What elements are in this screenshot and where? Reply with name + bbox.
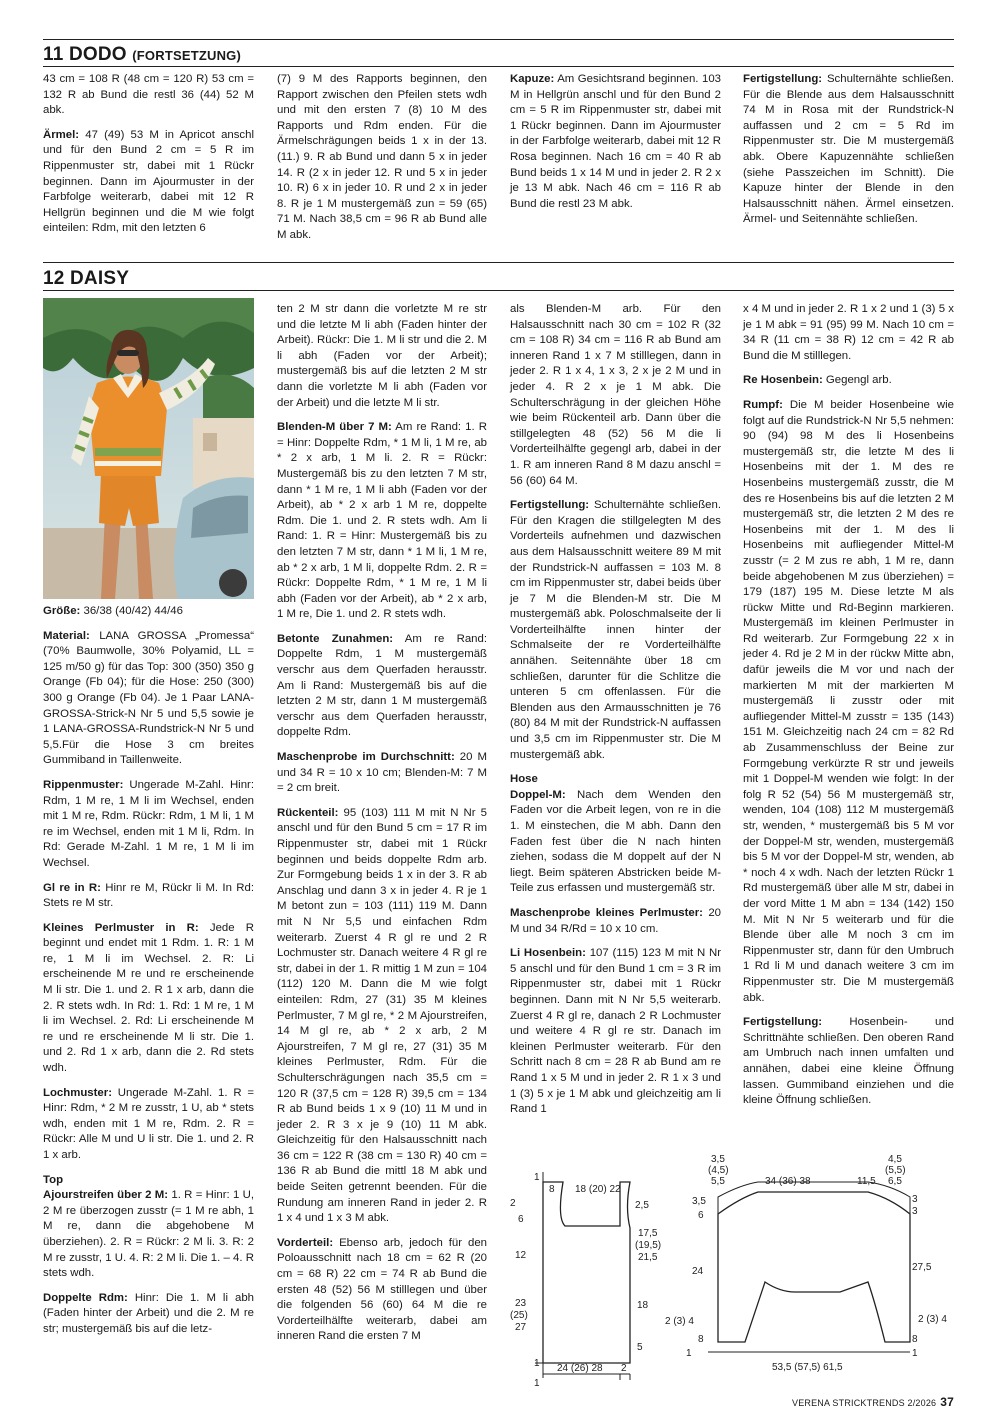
dim-label: 1 <box>912 1348 918 1359</box>
dim-label: 8 <box>912 1334 918 1345</box>
schematic-pants <box>665 1152 955 1382</box>
paragraph: Ärmel: 47 (49) 53 M in Apricot anschl und für den Bund 2 cm = 5 R im Rippenmuster str, dabei mit 1 Rückr beginnen. Dann im Ajourmuster in der Farbfolge weiterarb, dabei mit 12 R Hellgrün beginnen und die M wie folgt einteilen: Rdm, mit den letzten 6 <box>43 128 254 235</box>
paragraph: Maschenprobe kleines Perlmuster: 20 M und 34 R/Rd = 10 x 10 cm. <box>510 906 721 935</box>
dim-label: 5,5 <box>711 1176 725 1187</box>
paragraph: Betonte Zunahmen: Am re Rand: Doppelte Rdm, 1 M mustergemäß verschr aus dem Querfaden herausstr. Am li Rand: Mustergemäß bis auf die letzten 2 M str, dann 1 M mustergemäß verschr aus dem Querfaden herausstr, doppelte Rdm. <box>277 632 487 739</box>
dim-label: 2 (3) 4 <box>665 1316 694 1327</box>
paragraph: Fertigstellung: Hosenbein- und Schrittnähte schließen. Den oberen Rand am Umbruch nach innen umfalten und annähen, dabei eine kleine Öffnung lassen. Gummiband einziehen und die kleine Öffnung schließen. <box>743 1016 954 1107</box>
section-12-top-rule <box>43 262 954 263</box>
paragraph: Gl re in R: Hinr re M, Rückr li M. In Rd: Stets re M str. <box>43 881 254 910</box>
dim-label: 27,5 <box>912 1262 932 1273</box>
dim-label: 6 <box>518 1214 524 1225</box>
paragraph: Li Hosenbein: 107 (115) 123 M mit N Nr 5 anschl und für den Bund 1 cm = 3 R im Rippenmuster str, dabei mit 1 Rückr beginnen. Dann mit N Nr 5,5 weiterarb. Zuerst 4 R gl re, danach 2 R Lochmuster und weitere 4 R gl re str. Danach im kleinen Perlmuster weiterarb. Für den Schritt nach 8 cm = 28 R ab Bund am re Rand 1 x 5 M und in jeder 2. R 1 x 3 und 1 (3) 5 x je 1 M abk und gleichzeitig am li Rand 1 <box>510 947 721 1116</box>
dim-label: 24 (26) 28 <box>557 1363 603 1374</box>
paragraph: Doppel-M: Nach dem Wenden den Faden vor die Arbeit legen, von re in die 1. M einstechen, die M abh. Dann den Faden fest über die N nach hinten ziehen, sodass die M doppelt auf der N liegt. Beim späteren Abstricken beide M-Teile zus erfassen und mustergemäß str. <box>510 788 721 895</box>
subheading-top: Top <box>43 1173 64 1186</box>
dim-label: 27 <box>515 1322 527 1333</box>
magazine-name: VERENA STRICKTRENDS 2/2026 <box>792 1398 937 1408</box>
paragraph: Ajourstreifen über 2 M: 1. R = Hinr: 1 U, 2 M re überzogen zusstr (= 1 M re abh, 1 M re, dann die abgehobene M überziehen). 2. R = Rückr: 2 M li. 3. R: 2 M re zusstr, 1 U. 4. R: 2 M li. Die 1. – 4. R stets wdh. <box>43 1189 254 1280</box>
dim-label: (19,5) <box>635 1240 662 1251</box>
section-11-subtitle: (FORTSETZUNG) <box>132 48 242 63</box>
dim-label: 53,5 (57,5) 61,5 <box>772 1362 843 1373</box>
paragraph: Größe: 36/38 (40/42) 44/46 <box>43 605 183 617</box>
dim-label: 1 <box>534 1358 540 1369</box>
paragraph: Lochmuster: Ungerade M-Zahl. 1. R = Hinr: Rdm, * 2 M re zusstr, 1 U, ab * stets wdh, enden mit 1 M re, Rdm. 2. R = Rückr: Alle M und U li str. Die 1. und 2. R 1 x arb. <box>43 1086 254 1161</box>
paragraph: x 4 M und in jeder 2. R 1 x 2 und 1 (3) 5 x je 1 M abk = 91 (95) 99 M. Nach 10 cm = 34 R (11 cm = 38 R) 12 cm = 42 R ab Bund die M stilllegen. <box>743 303 954 362</box>
paragraph: Kleines Perlmuster in R: Jede R beginnt und endet mit 1 Rdm. 1. R: 1 M re, 1 M li im Wechsel. 2. R: Li erscheinende M re und re erscheinende M li str. Die 1. und 2. R 1 x arb, dann die 2. R stets wdh. In Rd: 1. Rd: 1 M re, 1 M li im Wechsel. 2. Rd: Li erscheinende M re und re erscheinende M li str. Die 1. und 2. Rd 1 x arb, dann die 2. Rd stets wdh. <box>43 921 254 1075</box>
section-12-title: 12 DAISY <box>43 268 130 289</box>
paragraph: 43 cm = 108 R (48 cm = 120 R) 53 cm = 132 R ab Bund die restl 36 (44) 52 M abk. <box>43 73 254 117</box>
dim-label: 11,5 <box>857 1176 876 1187</box>
paragraph: als Blenden-M arb. Für den Halsausschnitt nach 30 cm = 102 R (32 cm = 108 R) 34 cm = 116 R ab Bund am inneren Rand 1 x 7 M stilllegen, dann in jeder 2. R 1 x 4, 1 x 3, 2 x je 2 M und in jeder 4. R 2 x je 1 M abk. Die Schulterschrägung in der gleichen Höhe wie beim Rückenteil arb. Dann über die stillgelegten 48 (52) 56 M die li Vorderteilhälfte gegengl arb, dabei in der 1. R am inneren Rand 8 M dazu anschl = 56 (60) 64 M. <box>510 303 721 487</box>
dim-label: 12 <box>515 1250 527 1261</box>
model-photo <box>43 298 254 599</box>
dim-label: 23 <box>515 1298 527 1309</box>
dim-label: 8 <box>549 1184 555 1195</box>
dim-label: 1 <box>686 1348 692 1359</box>
dim-label: (25) <box>510 1310 528 1321</box>
paragraph: Vorderteil: Ebenso arb, jedoch für den Poloausschnitt nach 18 cm = 62 R (20 cm = 68 R) 22 cm = 74 R ab Bund die ersten 48 (52) 56 M stilllegen und über die folgenden 56 (60) 64 M die re Vorderteilhälfte weiterarb, dabei am inneren Rand die ersten 7 M <box>277 1236 487 1343</box>
dim-label: 6 <box>698 1210 704 1221</box>
dim-label: 3,5 <box>692 1196 706 1207</box>
section-12-col-1 <box>43 604 254 1347</box>
dim-label: 18 <box>637 1300 649 1311</box>
paragraph: Rumpf: Die M beider Hosenbeine wie folgt auf die Rundstrick-N Nr 5,5 nehmen: 90 (94) 98 M des li Hosenbeins mustergemäß str, die letzte M des li Hosenbeins mit der 1. M des re Hosenbeins mustergemäß zusstr, die M des re Hosenbeins bis auf die letzten 2 M mustergemäß str, die letzten 2 M des re Hosenbeins mit der 1. M des li Hosenbeins mit aufliegender Mittel-M zusstr (= 2 M zus re abh, 1 M re, dann beide abgehobenen M zus überziehen) = 179 (187) 195 M. Diese letzte M als rückw Mitte und Rd-Beginn markieren. Mustergemäß im kleinen Perlmuster in Rd weiterarb. Zur Formgebung 22 x in jeder 4. Rd je 2 M in der rückw Mitte abn, dafür jeweils die M vor und nach der markierten M mit der markierten M mustergemäß li zusstr oder mit aufliegender Mittel-M zusstr = 135 (143) 151 M. Gleichzeitig nach 24 cm = 82 Rd ab Zusammenschluss der Beine zur Formgebung verkürzte R str und jeweils mit 1 Doppel-M wenden wie folgt: In der folg R 52 (54) 56 M mustergemäß str, wenden, 104 (108) 112 M mustergemäß str, wenden, * mustergemäß bis 5 M vor der Doppel-M str, wenden, mustergemäß bis 5 M vor der Doppel-M str, wenden, ab * noch 4 x wdh. Nach der letzten Rückr 1 Rd mustergemäß über alle M str, dabei in der vord Mitte 1 M abn = 134 (142) 150 M. Mit N Nr 5 weiterarb und für die Blende über alle M noch 3 cm im Rippenmuster str, dann für den Umbruch 1 Rd li M und danach weitere 3 cm im Rippenmuster str. Die M mustergemäß abk. <box>743 398 954 1004</box>
subheading-hose: Hose <box>510 773 538 786</box>
dim-label: 17,5 <box>638 1228 658 1239</box>
dim-label: 8 <box>698 1334 704 1345</box>
section-11-heading <box>43 44 241 66</box>
paragraph: Doppelte Rdm: Hinr: Die 1. M li abh (Faden hinter der Arbeit) und die 2. M re str; mustergemäß bis auf die letz- <box>43 1291 254 1335</box>
section-12-col-3 <box>510 302 721 1127</box>
dim-label: 2 <box>621 1363 627 1374</box>
section-11-col-2 <box>277 72 487 253</box>
section-11-col-1 <box>43 72 254 246</box>
section-11-title: 11 DODO <box>43 44 127 65</box>
section-12-col-2 <box>277 302 487 1354</box>
dim-label: 21,5 <box>638 1252 658 1263</box>
dim-label: 3 <box>912 1194 918 1205</box>
model-photo-illustration <box>43 298 254 599</box>
paragraph: (7) 9 M des Rapports beginnen, den Rapport zwischen den Pfeilen stets wdh und mit den ersten 7 (8) 10 M des Rapports und Rdm enden. Für die Ärmelschrägungen beids 1 x in der 13. (11.) 9. R ab Bund und dann 5 x in jeder 14. R (2 x in jeder 12. R und 5 x in jeder 10. R) 6 x in jeder 10. R und 2 x in jeder 8. R je 1 M mustergemäß zun = 59 (65) 71 M. Nach 38,5 cm = 96 R ab Bund alle M abk. <box>277 73 487 241</box>
dim-label: 2 <box>510 1198 516 1209</box>
dim-label: 34 (36) 38 <box>765 1176 811 1187</box>
dim-label: 1 <box>534 1172 540 1183</box>
section-11-col-4 <box>743 72 954 237</box>
dim-label: 6,5 <box>888 1176 902 1187</box>
paragraph: Rippenmuster: Ungerade M-Zahl. Hinr: Rdm, 1 M re, 1 M li im Wechsel, enden mit 1 M re, Rdm. Rückr: Rdm, 1 M li, 1 M re im Wechsel, enden mit 1 M li, Rdm. In Rd: Gerade M-Zahl. 1 M re, 1 M li im Wechsel. <box>43 778 254 869</box>
dim-label: 24 <box>692 1266 704 1277</box>
paragraph: Re Hosenbein: Gegengl arb. <box>743 374 892 387</box>
dim-label: (5,5) <box>885 1165 906 1176</box>
top-rule <box>43 39 954 40</box>
paragraph: Fertigstellung: Schulternähte schließen. Für den Kragen die stillgelegten M des Vorderteils aufnehmen und dazwischen aus dem Halsausschnitt weitere 89 M mit der Rundstrick-N auffassen = 103 M. 8 cm im Rippenmuster str, dabei beids über je 7 M die Blenden-M str. Die M mustergemäß abk. Poloschmalseite der li Vorderteilhälfte innen hinter der Schmalseite der re Vorderteilhälfte annähen. Seitennähte über 18 cm schließen, darunter für die Schlitze die unteren 5 cm offenlassen. Für die Blenden aus den Armausschnitten je 76 (80) 84 M mit der Rundstrick-N auffassen und 3,5 cm im Rippenmuster str. Die M mustergemäß abk. <box>510 499 721 761</box>
paragraph: Fertigstellung: Schulternähte schließen. Für die Blende aus dem Halsausschnitt 74 M in Rosa mit der Rundstrick-N auffassen und 2 cm = 5 Rd im Rippenmuster str. Die M mustergemäß abk. Obere Kapuzennähte schließen (siehe Passzeichen im Schnitt). Die Kapuze hinter der Blende in den Halsausschnitt nähen. Ärmel einsetzen. Ärmel- und Seitennähte schließen. <box>743 73 954 226</box>
page-number: 37 <box>940 1395 954 1409</box>
dim-label: 2,5 <box>635 1200 649 1211</box>
paragraph: Kapuze: Am Gesichtsrand beginnen. 103 M in Hellgrün anschl und für den Bund 2 cm = 5 R im Rippenmuster str, dabei mit 1 Rückr beginnen. Dann im Ajourmuster in der Farbfolge weiterarb, dabei mit 12 R Rosa beginnen. Nach 16 cm = 40 R ab Bund beids 1 x 14 M und in jeder 2. R 2 x je 13 M abk. Nach 46 cm = 116 R ab Bund die restl 23 M abk. <box>510 73 721 210</box>
paragraph: ten 2 M str dann die vorletzte M re str und die letzte M li abh (Faden hinter der Arbeit). Rückr: Die 1. M li str und die 2. M li abh (Faden vor der Arbeit); mustergemäß bis auf die letzten 2 M str dann die vorletzte M li abh (Faden vor der Arbeit) und die letzte M li str. <box>277 303 487 409</box>
dim-label: 18 (20) 22 <box>575 1184 621 1195</box>
section-12-col-4 <box>743 302 954 1118</box>
paragraph: Material: LANA GROSSA „Promessa“ (70% Baumwolle, 30% Polyamid, LL = 125 m/50 g) für das Top: 300 (350) 350 g Orange (Fb 04); für die Hose: 250 (300) 300 g Orange (Fb 04). Je 1 Paar LANA-GROSSA-Strick-N Nr 5 und 5,5 sowie je 1 LANA-GROSSA-Rundstrick-N Nr 5 und 5,5.Für die Hose 3 cm breites Gummiband in Taillenweite. <box>43 629 254 767</box>
schematic-top <box>505 1168 680 1388</box>
section-11-rule <box>43 66 954 67</box>
paragraph: Blenden-M über 7 M: Am re Rand: 1. R = Hinr: Doppelte Rdm, * 1 M li, 1 M re, ab * 2 x arb, 1 M li. 2. R = Rückr: Mustergemäß bis zu den letzten 7 M str, dann * 1 M re, 1 M li abh (Faden vor der Arbeit), ab * 2 x arb 1 M re, doppelte Rdm. Die 1. und 2. R stets wdh. Am li Rand: 1. R = Hinr: Mustergemäß bis zu den letzten 7 M str, dann * 1 M li, 1 M re, ab * 2 x arb, 1 M li, doppelte Rdm. 2. R = Rückr: Doppelte Rdm, * 1 M re, 1 M li abh (Faden vor der Arbeit), ab * 2 x arb, 1 M re, Die 1. und 2. R stets wdh. <box>277 421 488 621</box>
paragraph: Maschenprobe im Durchschnitt: 20 M und 34 R = 10 x 10 cm; Blenden-M: 7 M = 2 cm breit. <box>277 751 487 795</box>
page-footer <box>792 1395 954 1409</box>
dim-label: 4,5 <box>888 1154 902 1165</box>
section-12-rule <box>43 290 954 291</box>
dim-label: 1 <box>534 1378 540 1389</box>
dim-label: 3,5 <box>711 1154 725 1165</box>
dim-label: 3 <box>912 1206 918 1217</box>
dim-label: (4,5) <box>708 1165 729 1176</box>
paragraph: Rückenteil: 95 (103) 111 M mit N Nr 5 anschl und für den Bund 5 cm = 17 R im Rippenmuster str, dabei mit 1 Rückr beginnen und beids doppelte Rdm arb. Zur Formgebung beids 1 x in der 3. R ab Anschlag und dann 3 x in jeder 4. R je 1 M betont zun = 103 (111) 119 M. Dann mit N Nr 5,5 und einfachen Rdm weiterarb. Zuerst 4 R gl re und 2 R Lochmuster str. Danach weitere 4 R gl re str, dabei in der 1. R mittig 1 M zun = 104 (112) 120 M. Dann die M wie folgt einteilen: Rdm, 27 (31) 35 M kleines Perlmuster, 7 M gl re, * 2 M Ajourstreifen, 14 M gl re, ab * 2 x arb, 2 M Ajourstreifen, 7 M gl re, 27 (31) 35 M kleines Perlmuster, Rdm. Für die Schulterschrägungen nach 35,5 cm = 120 R (37,5 cm = 128 R) 39,5 cm = 134 R ab Bund beids 1 x 9 (10) 11 M und in jeder 2. R 3 x je 9 (10) 11 M abk. Gleichzeitig für den Halsausschnitt nach 36 cm = 122 R (38 cm = 130 R) 40 cm = 136 R ab Bund die mittl 18 M abk und beide Seiten getrennt beenden. Für die Rundung am inneren Rand in jeder 2. R 1 x 4 und 1 x 3 M abk. <box>277 806 487 1225</box>
dim-label: 5 <box>637 1342 643 1353</box>
section-11-col-3 <box>510 72 721 221</box>
dim-label: 2 (3) 4 <box>918 1314 947 1325</box>
